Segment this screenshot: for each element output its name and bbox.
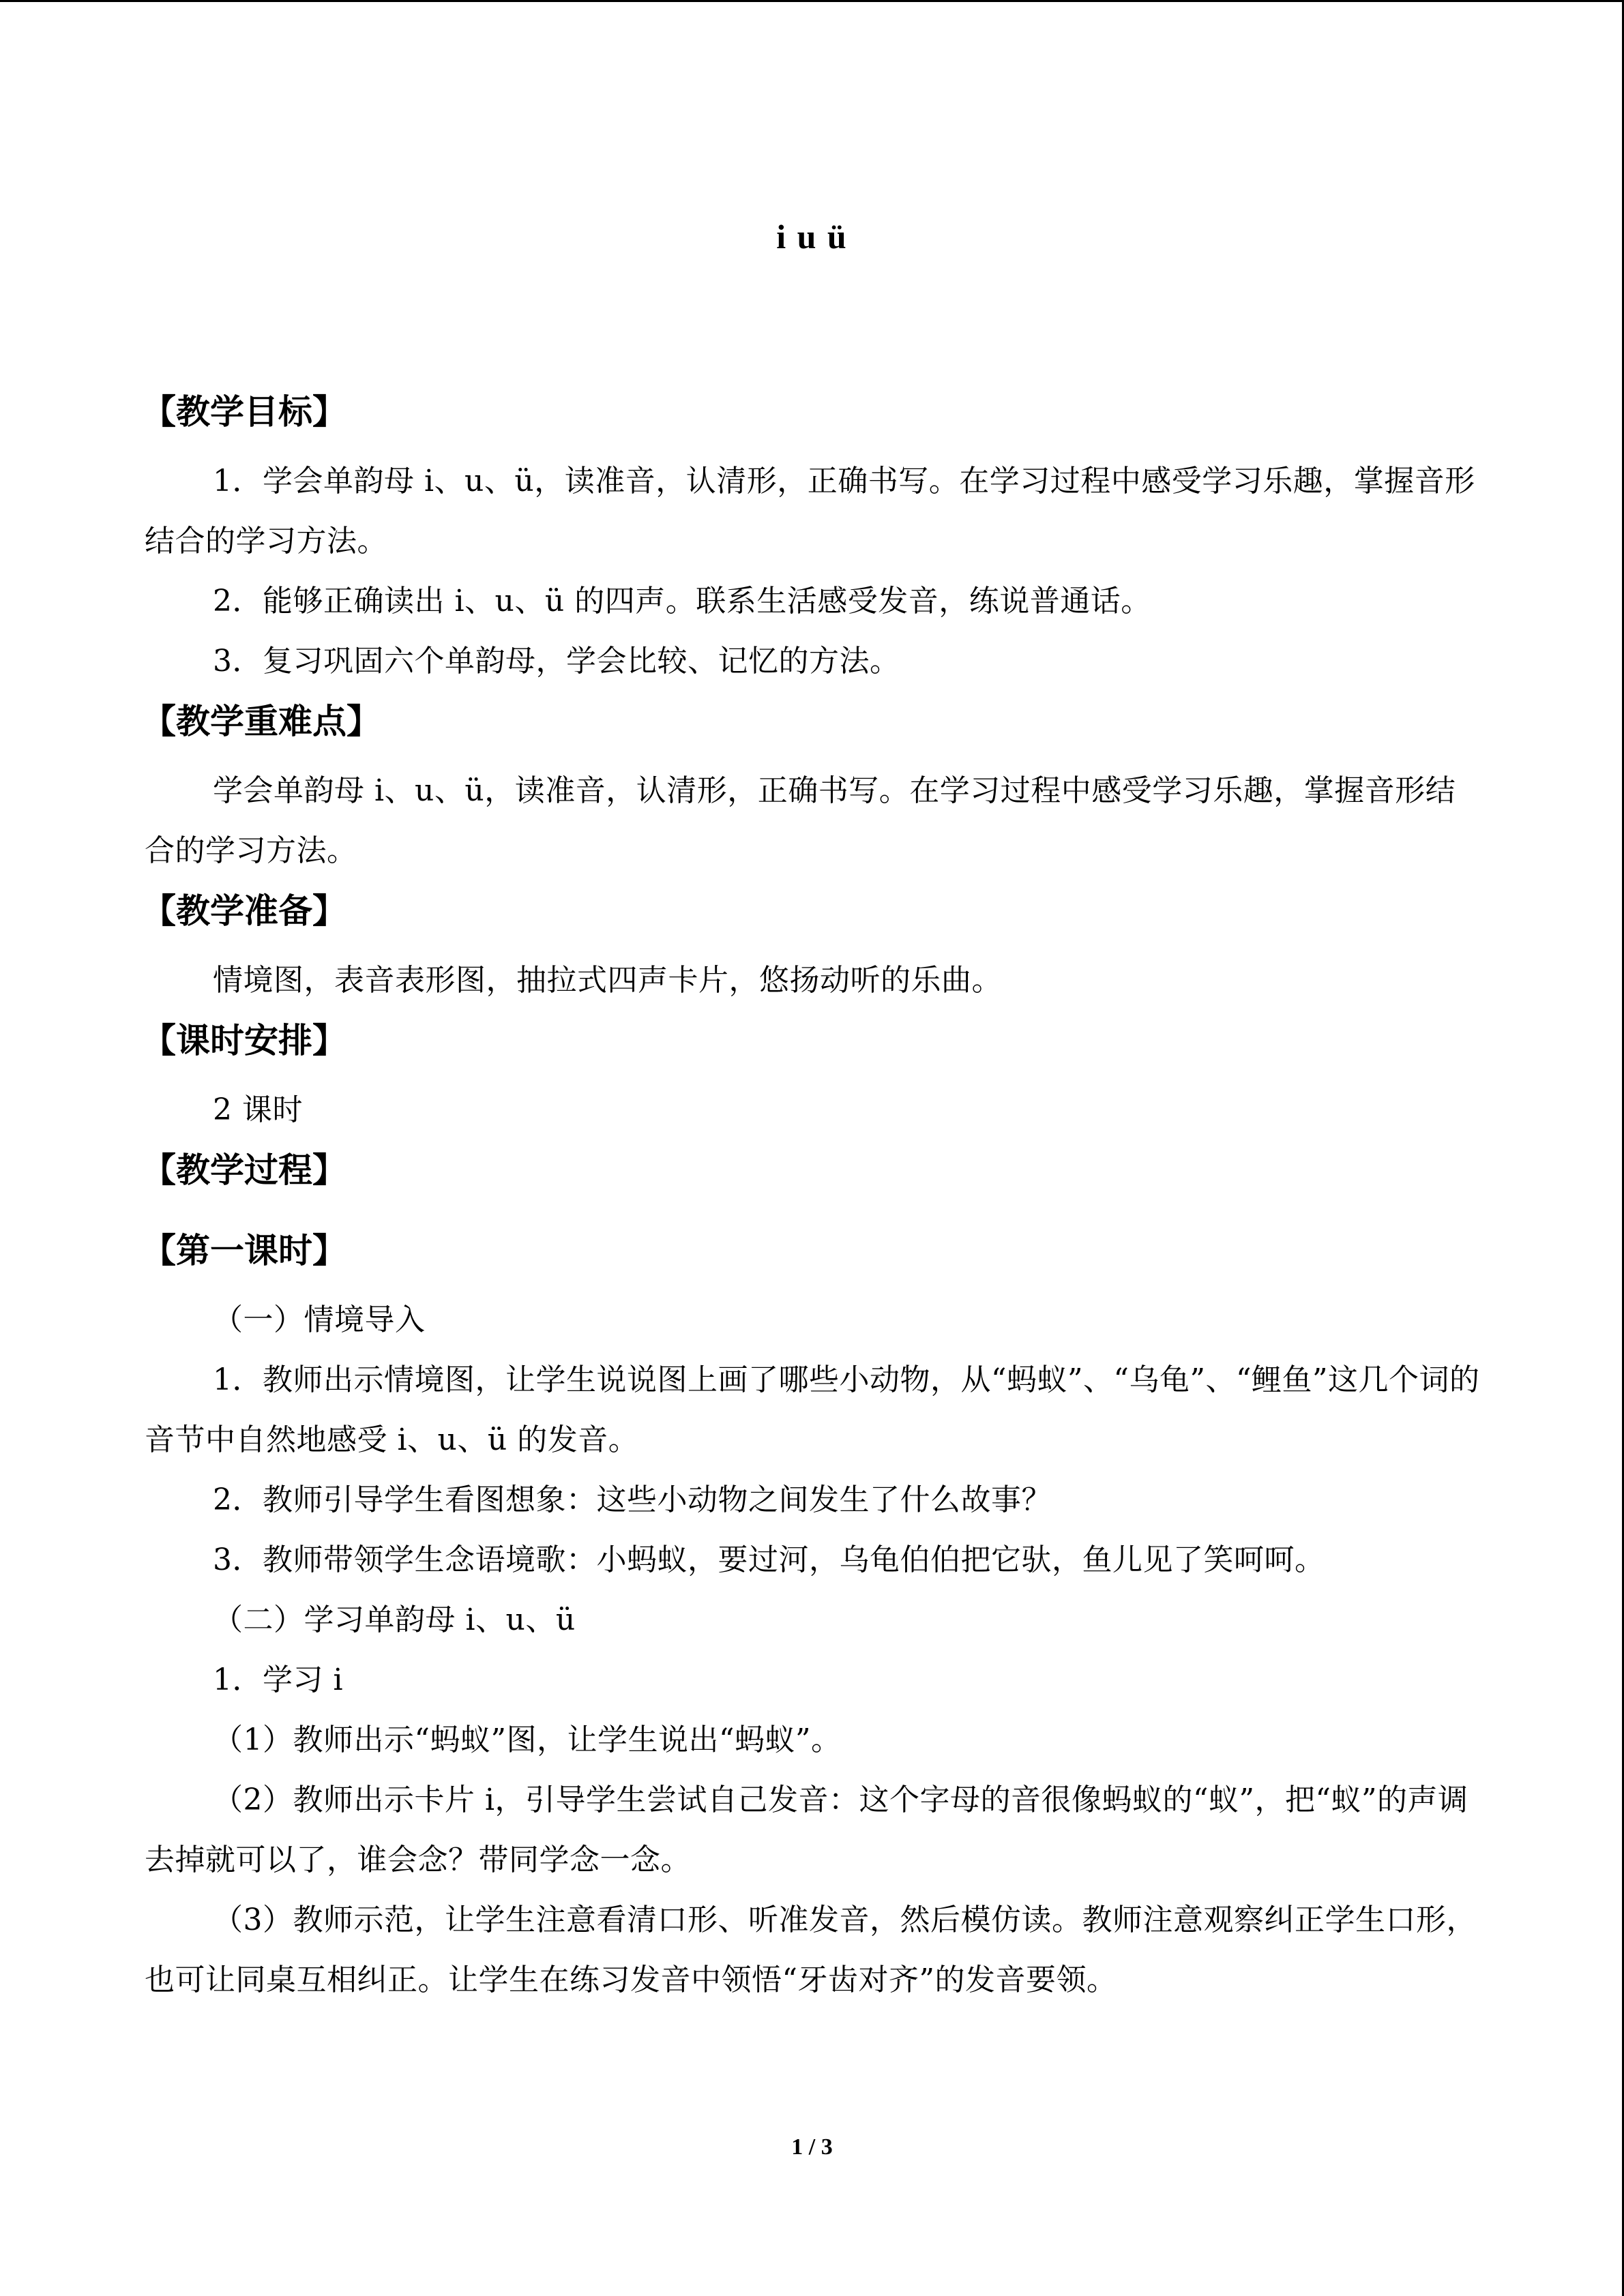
page-number: 1 / 3 [791, 2134, 833, 2160]
part1-item-2: 2．教师引导学生看图想象：这些小动物之间发生了什么故事？ [213, 1482, 1052, 1517]
heading-goals: 【教学目标】 [142, 392, 346, 432]
heading-process: 【教学过程】 [142, 1150, 346, 1190]
heading-key-points: 【教学重难点】 [142, 702, 381, 741]
schedule-text: 2 课时 [213, 1092, 303, 1127]
part1-item-1: 1．教师出示情境图，让学生说说图上画了哪些小动物，从“蚂蚁”、“乌龟”、“鲤鱼”这几个词的音节中自然地感受 i、u、ü 的发音。 [145, 1362, 1480, 1457]
goal-item-1: 1．学会单韵母 i、u、ü，读准音，认清形，正确书写。在学习过程中感受学习乐趣，掌握音形结合的学习方法。 [145, 464, 1475, 558]
heading-schedule: 【课时安排】 [142, 1021, 346, 1060]
heading-lesson1: 【第一课时】 [142, 1231, 346, 1270]
heading-preparation: 【教学准备】 [142, 891, 346, 931]
document-title: i u ü [776, 218, 848, 256]
part1-title: （一）情境导入 [213, 1302, 426, 1337]
part2-item-1: （1）教师出示“蚂蚁”图，让学生说出“蚂蚁”。 [213, 1723, 842, 1757]
part2-sub: 1．学习 i [213, 1663, 344, 1697]
preparation-text: 情境图，表音表形图，抽拉式四声卡片，悠扬动听的乐曲。 [213, 963, 1002, 998]
part2-title: （二）学习单韵母 i、u、ü [213, 1602, 576, 1637]
part1-item-3: 3．教师带领学生念语境歌：小蚂蚁，要过河，乌龟伯伯把它驮，鱼儿见了笑呵呵。 [213, 1542, 1325, 1577]
goal-item-2: 2．能够正确读出 i、u、ü 的四声。联系生活感受发音，练说普通话。 [213, 584, 1151, 618]
part2-item-3: （3）教师示范，让学生注意看清口形、听准发音，然后模仿读。教师注意观察纠正学生口形，也可让同桌互相纠正。让学生在练习发音中领悟“牙齿对齐”的发音要领。 [145, 1903, 1477, 1997]
key-points-text: 学会单韵母 i、u、ü，读准音，认清形，正确书写。在学习过程中感受学习乐趣，掌握音形结合的学习方法。 [145, 773, 1456, 868]
goal-item-3: 3．复习巩固六个单韵母，学会比较、记忆的方法。 [213, 644, 900, 679]
part2-item-2: （2）教师出示卡片 i，引导学生尝试自己发音：这个字母的音很像蚂蚁的“蚁”，把“蚁”的声调去掉就可以了，谁会念？带同学念一念。 [145, 1783, 1468, 1877]
document-body [142, 382, 1480, 2010]
